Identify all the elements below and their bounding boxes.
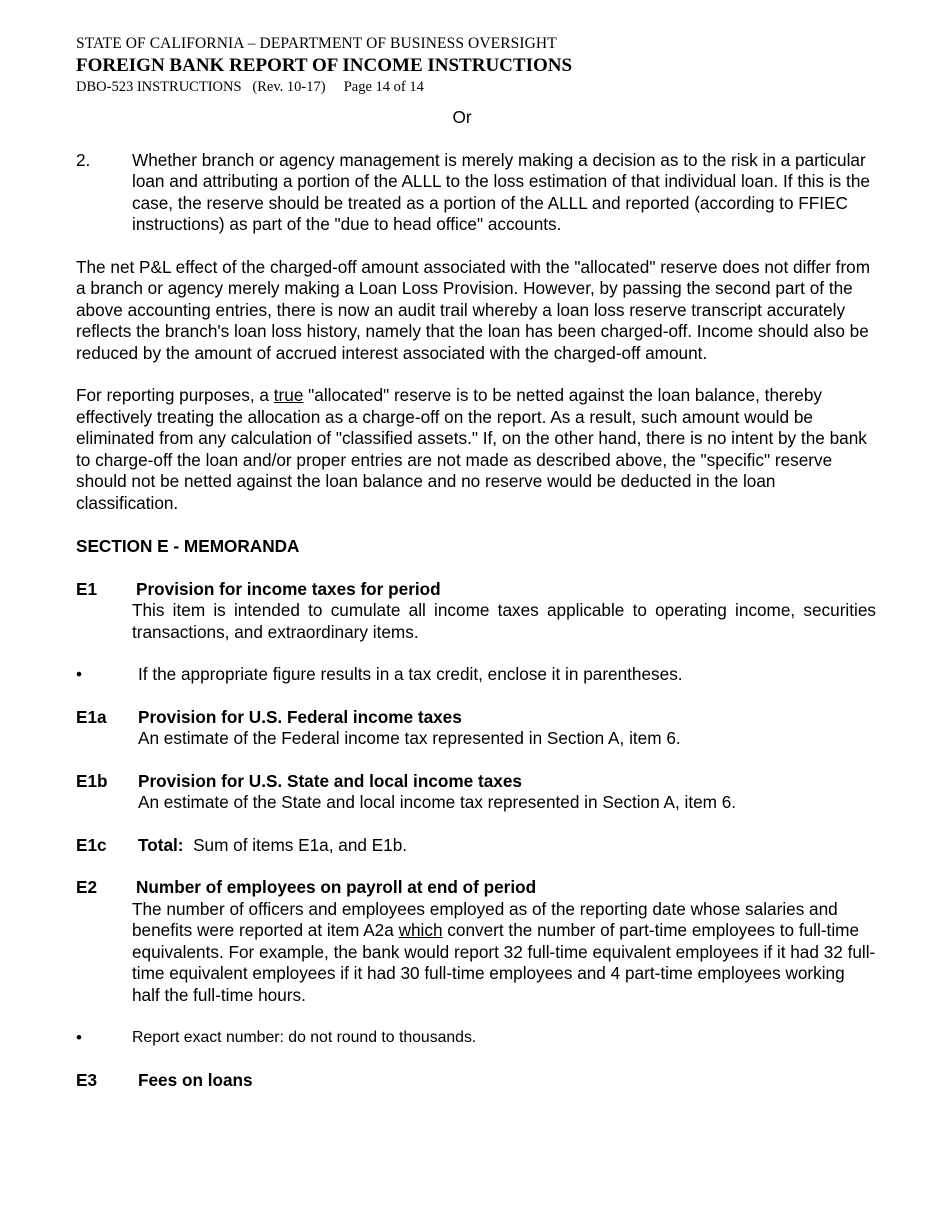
total-label: Total: [138, 834, 184, 855]
document-title: FOREIGN BANK REPORT OF INCOME INSTRUCTIONS [76, 54, 573, 76]
page-header [76, 34, 876, 97]
bullet-text: If the appropriate figure results in a tax credit, enclose it in parentheses. [138, 664, 683, 684]
item-heading [76, 579, 876, 601]
item-description: This item is intended to cumulate all income taxes applicable to operating income, securities transactions, and extraordinary items. [132, 600, 876, 642]
item-title: Number of employees on payroll at end of period [136, 877, 537, 897]
item-code: E1c [76, 834, 107, 855]
item-code: E1a [76, 706, 107, 727]
item-e1b [76, 771, 876, 814]
underlined-word: which [398, 920, 443, 940]
item-code: E1b [76, 770, 108, 791]
total-text: Sum of items E1a, and E1b. [183, 834, 408, 855]
item-description: An estimate of the Federal income tax represented in Section A, item 6. [138, 728, 681, 748]
item-heading [76, 1070, 876, 1092]
paragraph-net-pl-effect: The net P&L effect of the charged-off amount associated with the "allocated" reserve does not differ from a branch or agency merely making a Loan Loss Provision. However, by passing the second part of the above accounting entries, there is now an audit trail whereby a loan loss reserve transcript accurately reflects the branch's loan loss history, namely that the loan has been charged-off. Income should also be reduced by the amount of accrued interest associated with the charged-off amount. [76, 256, 871, 363]
item-heading [76, 877, 876, 899]
text-segment: For reporting purposes, a [76, 385, 274, 405]
item-number: 2. [76, 149, 91, 170]
item-title: Provision for U.S. Federal income taxes [138, 706, 462, 727]
underlined-word: true [273, 385, 304, 405]
text-segment: "allocated" reserve is to be netted against the loan balance, thereby effectively treating the allocation as a charge-off on the report. As a result, such amount would be eliminated from any calculation of "classified assets." If, on the other hand, there is no intent by the bank to charge-off the loan and/or proper entries are not made as described above, the "specific" reserve should not be netted against the loan balance and no reserve would be deducted in the loan classification. [76, 385, 867, 513]
item-heading [76, 835, 876, 857]
item-text: Whether branch or agency management is merely making a decision as to the risk in a particular loan and attributing a portion of the ALLL to the loss estimation of that individual loan. If this is the case, the reserve should be treated as a portion of the ALLL and reported (according to FFIEC instructions) as part of the "due to head office" accounts. [132, 149, 870, 234]
or-separator: Or [452, 107, 472, 127]
item-heading [76, 707, 876, 729]
item-heading [76, 771, 876, 793]
item-e1 [76, 579, 876, 644]
agency-line: STATE OF CALIFORNIA – DEPARTMENT OF BUSINESS OVERSIGHT [76, 35, 557, 52]
item-title: Fees on loans [138, 1069, 253, 1090]
item-e1a [76, 707, 876, 750]
item-title: Provision for income taxes for period [136, 578, 441, 599]
item-description: An estimate of the State and local income tax represented in Section A, item 6. [138, 792, 737, 812]
item-title: Provision for U.S. State and local income taxes [138, 770, 522, 791]
bullet-text: Report exact number: do not round to thousands. [132, 1029, 477, 1046]
bullet-tax-credit [76, 664, 876, 686]
paragraph-reporting-purposes [76, 385, 876, 514]
text-segment: The number of officers and employees employed as of the reporting date whose salaries and benefits were reported at item A2a [132, 898, 838, 940]
item-content [138, 835, 407, 857]
form-revision-line: DBO-523 INSTRUCTIONS (Rev. 10-17) Page 14 of 14 [76, 78, 424, 95]
document-page [76, 34, 876, 1091]
text-segment: convert the number of part-time employees to full-time equivalents. For example, the bank would report 32 full-time equivalent employees if it had 32 full- time equivalent employees if it had 30 full-time employees and 4 part-time employees working half the full-time hours. [132, 920, 876, 1005]
numbered-item-2 [76, 150, 876, 236]
item-code: E2 [76, 877, 98, 897]
item-code: E3 [76, 1069, 98, 1090]
bullet-symbol: • [76, 1028, 82, 1047]
item-e2 [76, 877, 876, 1006]
item-e1c [76, 835, 876, 857]
item-code: E1 [76, 578, 98, 599]
item-description [76, 899, 876, 1007]
item-e3 [76, 1070, 876, 1092]
bullet-symbol: • [76, 664, 83, 684]
bullet-exact-number [76, 1027, 876, 1049]
section-title: SECTION E - MEMORANDA [76, 536, 300, 556]
